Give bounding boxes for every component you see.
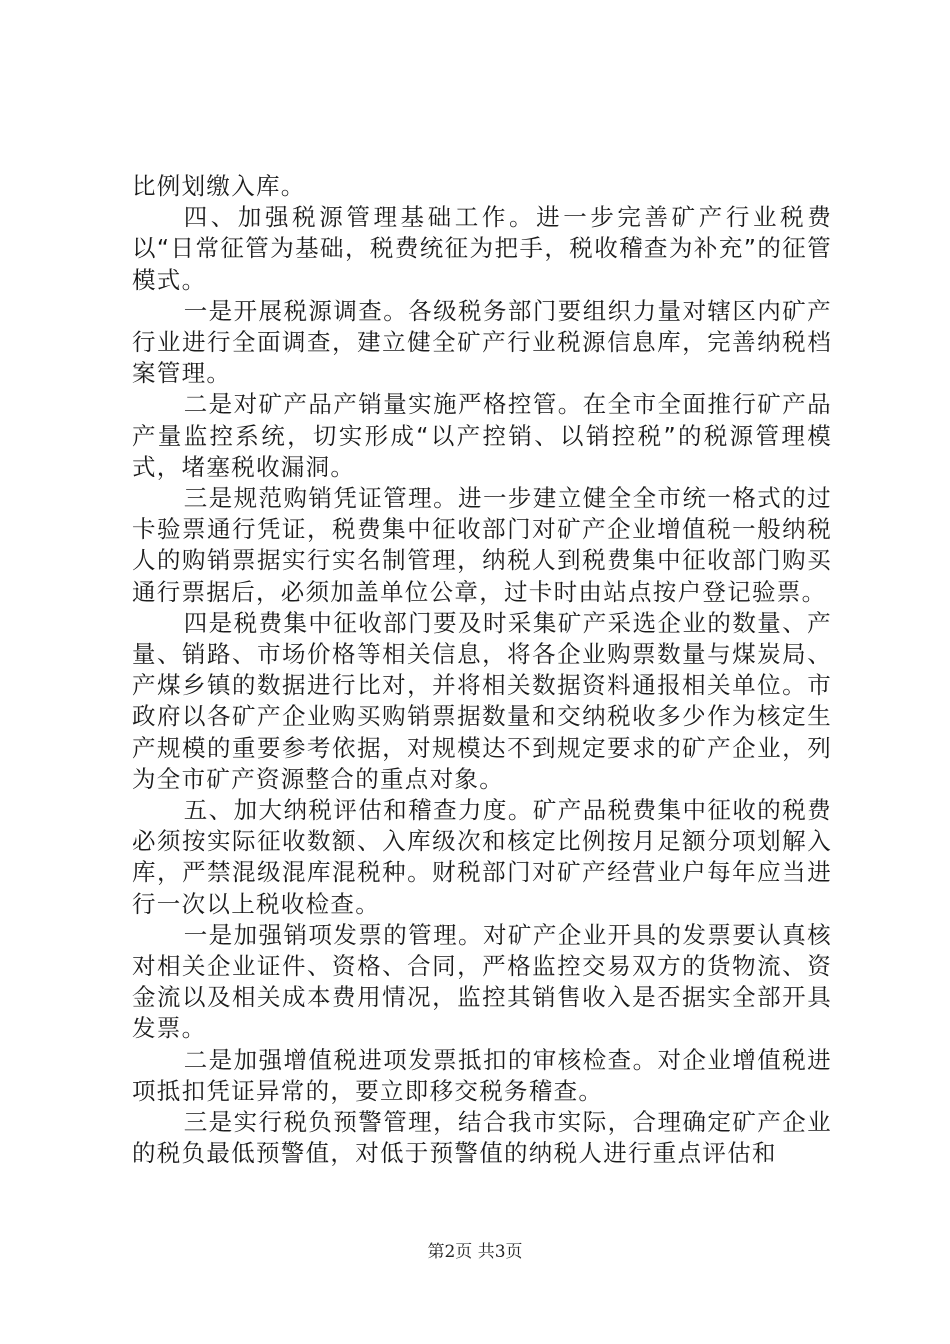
paragraph-3: 一是开展税源调查。各级税务部门要组织力量对辖区内矿产行业进行全面调查，建立健全矿产行业税源信息库，完善纳税档案管理。 <box>132 296 832 388</box>
paragraph-4: 二是对矿产品产销量实施严格控管。在全市全面推行矿产品产量监控系统，切实形成“以产控销、以销控税”的税源管理模式，堵塞税收漏洞。 <box>132 390 832 481</box>
paragraph-2: 四、加强税源管理基础工作。进一步完善矿产行业税费以“日常征管为基础，税费统征为把手，税收稽查为补充”的征管模式。 <box>132 203 832 294</box>
document-body <box>132 171 832 1170</box>
paragraph-10: 三是实行税负预警管理，结合我市实际，合理确定矿产企业的税负最低预警值，对低于预警值的纳税人进行重点评估和 <box>132 1108 832 1168</box>
paragraph-8: 一是加强销项发票的管理。对矿产企业开具的发票要认真核对相关企业证件、资格、合同，严格监控交易双方的货物流、资金流以及相关成本费用情况，监控其销售收入是否据实全部开具发票。 <box>132 920 832 1043</box>
paragraph-1: 比例划缴入库。 <box>132 172 306 200</box>
paragraph-7: 五、加大纳税评估和稽查力度。矿产品税费集中征收的税费必须按实际征收数额、入库级次和核定比例按月足额分项划解入库，严禁混级混库混税种。财税部门对矿产经营业户每年应当进行一次以上税收检查。 <box>132 796 832 918</box>
paragraph-9: 二是加强增值税进项发票抵扣的审核检查。对企业增值税进项抵扣凭证异常的，要立即移交税务稽查。 <box>132 1045 832 1105</box>
page-number-footer: 第2页 共3页 <box>427 1242 523 1262</box>
paragraph-6: 四是税费集中征收部门要及时采集矿产采选企业的数量、产量、销路、市场价格等相关信息，将各企业购票数量与煤炭局、产煤乡镇的数据进行比对，并将相关数据资料通报相关单位。市政府以各矿产企业购买购销票据数量和交纳税收多少作为核定生产规模的重要参考依据，对规模达不到规定要求的矿产企业，列为全市矿产资源整合的重点对象。 <box>132 608 832 793</box>
paragraph-5: 三是规范购销凭证管理。进一步建立健全全市统一格式的过卡验票通行凭证，税费集中征收部门对矿产企业增值税一般纳税人的购销票据实行实名制管理，纳税人到税费集中征收部门购买通行票据后，必须加盖单位公章，过卡时由站点按户登记验票。 <box>132 484 832 606</box>
